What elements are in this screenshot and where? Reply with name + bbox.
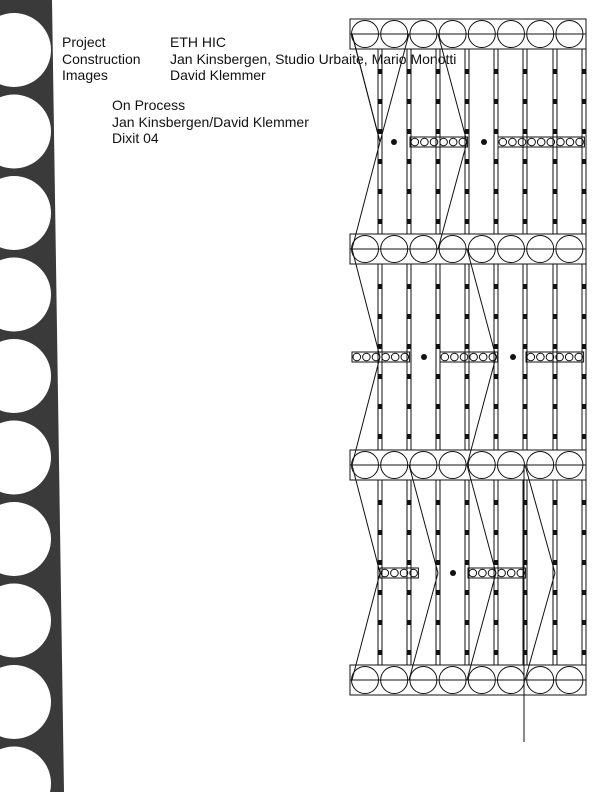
column-node: [554, 189, 557, 194]
column-node: [437, 500, 440, 505]
column-node: [466, 434, 469, 439]
column-node: [583, 650, 586, 655]
column-node: [495, 219, 498, 224]
ring-circle: [565, 353, 573, 361]
brace-line: [467, 573, 496, 680]
column-node: [437, 404, 440, 409]
meta-key: Construction: [62, 50, 141, 67]
ring-circle: [372, 353, 380, 361]
column-node: [466, 404, 469, 409]
brace-line: [525, 573, 555, 680]
column-node: [466, 219, 469, 224]
structural-drawing: [340, 10, 595, 750]
column-node: [554, 344, 557, 349]
ring-circle: [557, 138, 565, 146]
ring-circle: [488, 569, 496, 577]
brace-line: [438, 34, 467, 142]
column-node: [583, 404, 586, 409]
column-node: [524, 69, 527, 74]
column-node: [466, 284, 469, 289]
column-node: [408, 99, 411, 104]
column-node: [466, 99, 469, 104]
column-node: [437, 620, 440, 625]
ring-circle: [499, 138, 507, 146]
column-node: [379, 500, 382, 505]
stripe-shape: [0, 0, 64, 792]
meta-value: Jan Kinsbergen, Studio Urbaite, Mario Monotti: [170, 50, 457, 67]
column-node: [495, 560, 498, 565]
publication-info: [112, 97, 309, 147]
column-node: [437, 344, 440, 349]
brace-line: [525, 465, 555, 573]
ring-circle: [537, 353, 545, 361]
column-node: [495, 69, 498, 74]
column-node: [466, 69, 469, 74]
column-node: [554, 314, 557, 319]
column-node: [554, 434, 557, 439]
brace-line: [467, 465, 496, 573]
column-node: [524, 374, 527, 379]
ring-circle: [430, 138, 438, 146]
column-node: [524, 344, 527, 349]
column-node: [554, 650, 557, 655]
column-node: [583, 99, 586, 104]
column-node: [524, 434, 527, 439]
column-node: [379, 69, 382, 74]
ring-circle: [518, 138, 526, 146]
column-node: [583, 129, 586, 134]
brace-line: [380, 34, 409, 142]
column-node: [379, 650, 382, 655]
column-node: [379, 620, 382, 625]
column-node: [408, 189, 411, 194]
column-node: [524, 159, 527, 164]
column-node: [495, 189, 498, 194]
brace-line: [409, 465, 438, 573]
node-dot: [391, 139, 397, 145]
node-dot: [481, 139, 487, 145]
ring-circle: [575, 353, 583, 361]
column-node: [408, 560, 411, 565]
ring-circle: [460, 353, 468, 361]
ring-circle: [353, 353, 361, 361]
node-dot: [510, 354, 516, 360]
column-node: [437, 560, 440, 565]
column-node: [554, 159, 557, 164]
column-node: [495, 530, 498, 535]
brace-line: [438, 142, 467, 249]
column-node: [437, 219, 440, 224]
column-node: [583, 314, 586, 319]
column-node: [379, 99, 382, 104]
column-node: [583, 284, 586, 289]
column-node: [495, 590, 498, 595]
column-node: [437, 189, 440, 194]
column-node: [466, 530, 469, 535]
column-node: [437, 99, 440, 104]
ring-circle: [421, 138, 429, 146]
column-node: [408, 650, 411, 655]
ring-circle: [528, 138, 536, 146]
column-node: [379, 129, 382, 134]
column-node: [495, 620, 498, 625]
column-node: [379, 560, 382, 565]
column-node: [495, 344, 498, 349]
column-node: [408, 530, 411, 535]
column-node: [437, 159, 440, 164]
column-node: [379, 404, 382, 409]
brace-line: [352, 34, 380, 142]
brace-line: [467, 357, 496, 465]
column-node: [408, 219, 411, 224]
ring-circle: [470, 353, 478, 361]
meta-value: David Klemmer: [170, 67, 266, 83]
ring-circle: [537, 138, 545, 146]
column-node: [408, 314, 411, 319]
brace-line: [352, 142, 380, 249]
column-node: [495, 500, 498, 505]
column-node: [524, 99, 527, 104]
column-node: [437, 129, 440, 134]
column-node: [583, 620, 586, 625]
column-node: [495, 99, 498, 104]
column-node: [466, 189, 469, 194]
ring-circle: [449, 138, 457, 146]
column-node: [524, 219, 527, 224]
ring-circle: [469, 569, 477, 577]
column-node: [437, 374, 440, 379]
publication-title: On Process: [112, 97, 186, 113]
column-node: [524, 314, 527, 319]
column-node: [495, 434, 498, 439]
brace-line: [352, 465, 380, 573]
ring-circle: [527, 353, 535, 361]
ring-circle: [391, 353, 399, 361]
column-node: [554, 374, 557, 379]
column-node: [554, 129, 557, 134]
column-node: [466, 344, 469, 349]
column-node: [554, 530, 557, 535]
column-node: [379, 159, 382, 164]
column-node: [466, 500, 469, 505]
column-node: [524, 189, 527, 194]
column-node: [554, 219, 557, 224]
meta-key: Images: [62, 67, 108, 83]
ring-circle: [479, 569, 487, 577]
column-node: [408, 69, 411, 74]
column-node: [524, 284, 527, 289]
perforated-stripe: [0, 0, 70, 792]
column-node: [554, 99, 557, 104]
column-node: [379, 374, 382, 379]
meta-value: ETH HIC: [170, 34, 226, 50]
column-node: [466, 620, 469, 625]
column-node: [495, 404, 498, 409]
column-node: [437, 434, 440, 439]
column-node: [554, 620, 557, 625]
column-node: [437, 69, 440, 74]
column-node: [437, 530, 440, 535]
column-node: [379, 314, 382, 319]
ring-circle: [507, 569, 515, 577]
column-node: [408, 620, 411, 625]
column-node: [583, 219, 586, 224]
column-node: [466, 314, 469, 319]
ring-circle: [451, 353, 459, 361]
ring-circle: [440, 138, 448, 146]
ring-circle: [498, 569, 506, 577]
column-node: [408, 159, 411, 164]
column-node: [554, 69, 557, 74]
column-node: [554, 284, 557, 289]
column-node: [495, 374, 498, 379]
brace-line: [352, 573, 380, 680]
brace-line: [352, 249, 380, 357]
column-node: [408, 434, 411, 439]
column-node: [583, 189, 586, 194]
column-node: [583, 530, 586, 535]
publication-authors: Jan Kinsbergen/David Klemmer: [112, 113, 309, 130]
column-node: [408, 500, 411, 505]
column-node: [583, 500, 586, 505]
column-node: [554, 404, 557, 409]
column-node: [379, 284, 382, 289]
ring-circle: [411, 138, 419, 146]
ring-circle: [509, 138, 517, 146]
column-node: [583, 344, 586, 349]
column-node: [495, 284, 498, 289]
column-node: [495, 650, 498, 655]
column-node: [437, 284, 440, 289]
column-node: [437, 590, 440, 595]
column-node: [379, 189, 382, 194]
column-node: [379, 344, 382, 349]
column-node: [466, 560, 469, 565]
column-node: [466, 590, 469, 595]
brace-line: [467, 249, 496, 357]
column-node: [583, 560, 586, 565]
column-node: [379, 219, 382, 224]
column-node: [379, 434, 382, 439]
column-node: [466, 374, 469, 379]
column-node: [437, 650, 440, 655]
column-node: [524, 404, 527, 409]
column-node: [379, 530, 382, 535]
column-node: [583, 434, 586, 439]
column-node: [554, 560, 557, 565]
column-node: [466, 159, 469, 164]
brace-line: [409, 573, 438, 680]
column-node: [437, 314, 440, 319]
column-node: [408, 129, 411, 134]
column-node: [495, 129, 498, 134]
column-node: [466, 129, 469, 134]
ring-circle: [382, 353, 390, 361]
column-node: [408, 344, 411, 349]
column-node: [583, 590, 586, 595]
column-node: [466, 650, 469, 655]
column-node: [495, 314, 498, 319]
column-node: [583, 374, 586, 379]
column-node: [408, 284, 411, 289]
ring-circle: [479, 353, 487, 361]
column-node: [554, 590, 557, 595]
ring-circle: [441, 353, 449, 361]
column-node: [408, 590, 411, 595]
column-node: [408, 374, 411, 379]
ring-circle: [363, 353, 371, 361]
column-node: [554, 500, 557, 505]
column-node: [379, 590, 382, 595]
column-node: [583, 69, 586, 74]
column-node: [495, 159, 498, 164]
column-node: [524, 129, 527, 134]
ring-circle: [566, 138, 574, 146]
node-dot: [421, 354, 427, 360]
node-dot: [450, 570, 456, 576]
ring-circle: [391, 569, 399, 577]
column-node: [583, 159, 586, 164]
brace-line: [352, 357, 380, 465]
meta-key: Project: [62, 34, 106, 50]
column-node: [408, 404, 411, 409]
publication-series: Dixit 04: [112, 130, 159, 146]
